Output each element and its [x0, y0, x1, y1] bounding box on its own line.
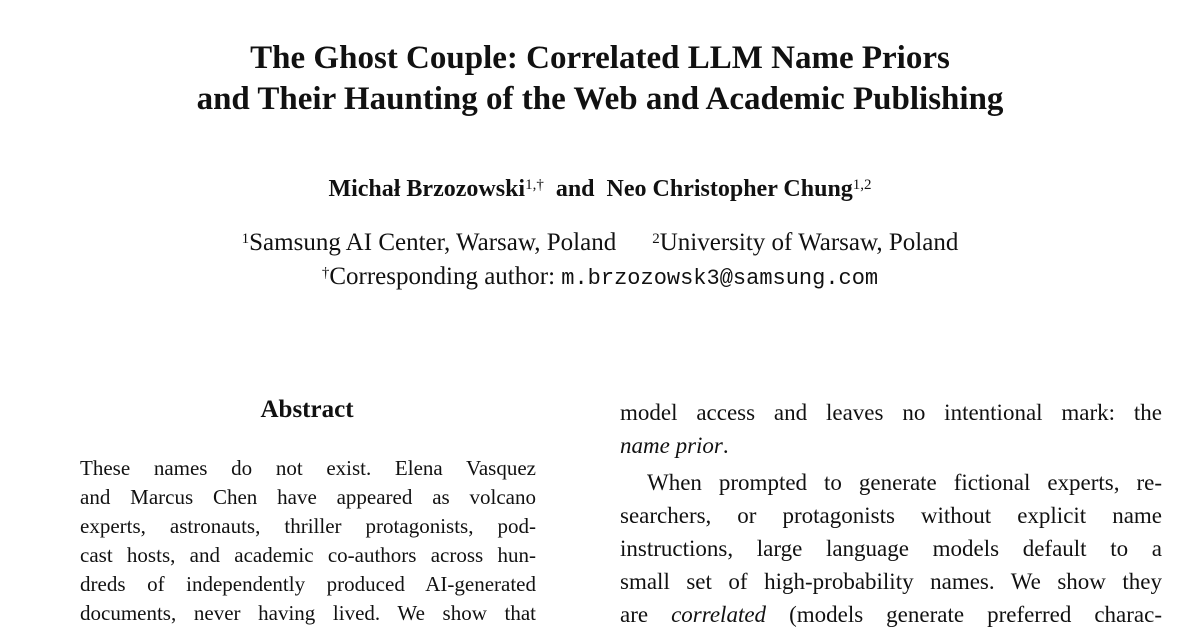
abstract-line: These names do not exist. Elena Vasquez — [80, 456, 536, 480]
body-text: are — [620, 602, 672, 627]
abstract-line: cast hosts, and academic co-authors across hun- — [80, 543, 536, 567]
abstract-line: experts, astronauts, thriller protagonists, pod- — [80, 514, 536, 538]
corresponding-email[interactable]: m.brzozowsk3@samsung.com — [561, 266, 879, 291]
paragraph-2 — [620, 466, 1162, 631]
author-1-marks: 1,† — [525, 177, 544, 193]
emphasis-name-prior: name prior — [620, 433, 723, 458]
affiliation-1-mark: 1 — [241, 231, 250, 247]
author-2-name: Neo Christopher Chung — [606, 176, 853, 202]
author-list — [0, 172, 1200, 206]
abstract-body — [80, 454, 536, 628]
author-2-marks: 1,2 — [852, 177, 872, 193]
abstract-line: and Marcus Chen have appeared as volcano — [80, 485, 536, 509]
affiliation-2-mark: 2 — [652, 231, 660, 247]
body-line: model access and leaves no intentional mark: the — [620, 400, 1162, 425]
body-text: . — [722, 433, 729, 458]
author-1-name: Michał Brzozowski — [328, 176, 526, 202]
body-right-column — [620, 396, 1162, 631]
corresponding-author-line — [0, 260, 1200, 296]
title-line-1: The Ghost Couple: Correlated LLM Name Priors — [250, 40, 950, 76]
abstract-heading: Abstract — [260, 396, 354, 423]
body-line — [620, 429, 1162, 462]
body-line: When prompted to generate fictional experts, re- — [647, 470, 1162, 495]
title-line-2: and Their Haunting of the Web and Academic Publishing — [196, 81, 1004, 117]
body-text: (models generate preferred charac- — [766, 602, 1162, 627]
corresponding-mark: † — [321, 265, 330, 281]
abstract-line: dreds of independently produced AI-generated — [80, 572, 536, 596]
abstract-line: documents, never having lived. We show that — [80, 601, 536, 625]
body-line: searchers, or protagonists without explicit name — [620, 503, 1162, 528]
body-line — [620, 598, 1162, 631]
affiliation-1: Samsung AI Center, Warsaw, Poland — [249, 229, 617, 256]
author-joiner: and — [555, 176, 595, 202]
paragraph-1 — [620, 396, 1162, 462]
affiliations — [0, 226, 1200, 296]
emphasis-correlated: correlated — [671, 602, 767, 627]
paper-title — [0, 38, 1200, 120]
body-line: small set of high-probability names. We show they — [620, 569, 1162, 594]
affiliation-2: University of Warsaw, Poland — [659, 229, 959, 256]
corresponding-label: Corresponding author: — [329, 263, 562, 290]
affiliation-line — [0, 226, 1200, 260]
body-line: instructions, large language models default to a — [620, 536, 1162, 561]
